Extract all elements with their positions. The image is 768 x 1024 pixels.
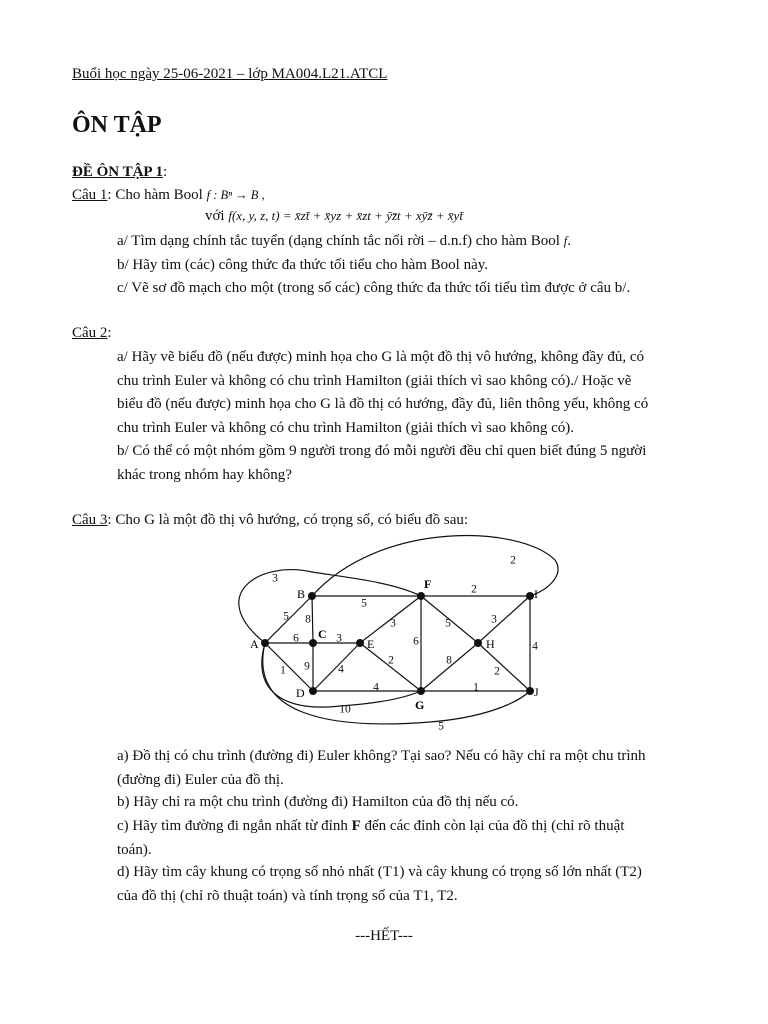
edge-weight-f-i: 2 [471, 583, 477, 596]
question-1-part-c: c/ Vẽ sơ đồ mạch cho một (trong số các) công thức đa thức tối tiểu tìm được ở câu b/. [117, 280, 631, 296]
edge-weight-a-f: 3 [272, 572, 278, 585]
question-3-part-b: b) Hãy chỉ ra một chu trình (đường đi) Hamilton của đồ thị nếu có. [117, 794, 519, 810]
edge-d-e [313, 643, 360, 691]
edge-weight-e-g: 2 [388, 654, 394, 667]
question-2-part-a: a/ Hãy vẽ biểu đồ (nếu được) minh họa cho G là một đồ thị vô hướng, không đầy đủ, có chu trình Euler và không có chu trình Hamilton (giải thích vì sao không có)./ Hoặc vẽ biểu đồ (nếu được) minh họa cho G là đồ thị có hướng, đầy đủ, liên thông yếu, không có chu trình Euler và không có chu trình Hamilton (giải thích vì sao không có). [117, 349, 649, 436]
edge-weight-b-c: 8 [305, 613, 311, 626]
edge-b-i [312, 536, 558, 596]
vertex-label-h: H [486, 637, 495, 651]
edge-f-h [421, 596, 478, 643]
question-1-formula: với f(x, y, z, t) = x̄zt̄ + x̄yz + x̄zt + ȳz̄t + xȳz̄ + x̄yt̄ [205, 208, 463, 224]
vertex-f [417, 592, 425, 600]
edge-weight-g-j: 1 [473, 681, 479, 694]
edge-weight-c-d: 9 [304, 660, 310, 673]
question-2-heading: Câu 2: [72, 325, 112, 341]
question-3-label: Câu 3 [72, 512, 108, 528]
edge-weight-b-i: 2 [510, 554, 516, 567]
edge-weight-d-g: 4 [373, 681, 379, 694]
session-header: Buổi học ngày 25-06-2021 – lớp MA004.L21.ATCL [72, 66, 388, 82]
vertex-label-c: C [318, 627, 327, 641]
question-2-label: Câu 2 [72, 325, 108, 341]
edge-weight-i-j: 4 [532, 640, 538, 653]
vertex-b [308, 592, 316, 600]
edge-a-d [265, 643, 313, 691]
edge-weight-f-h: 5 [445, 617, 451, 630]
vertex-label-g: G [415, 698, 425, 712]
vertex-label-e: E [367, 637, 375, 651]
question-3-part-c: c) Hãy tìm đường đi ngắn nhất từ đỉnh F đến các đỉnh còn lại của đồ thị (chỉ rõ thuật toán). [117, 818, 625, 858]
edge-weight-h-j: 2 [494, 665, 500, 678]
vertex-label-f: F [424, 577, 432, 591]
vertex-c [309, 639, 317, 647]
edge-a-f [239, 570, 421, 643]
edge-weight-f-g: 6 [413, 635, 419, 648]
vertex-j [526, 687, 534, 695]
section-heading: ĐỀ ÔN TẬP 1: [72, 164, 168, 180]
edge-a-g [262, 643, 421, 707]
question-1-part-a: a/ Tìm dạng chính tắc tuyển (dạng chính tắc nối rời – d.n.f) cho hàm Bool f. [117, 233, 571, 249]
question-1-part-b: b/ Hãy tìm (các) công thức đa thức tối tiểu cho hàm Bool này. [117, 257, 489, 273]
edge-weight-a-c: 6 [293, 632, 299, 645]
edge-weight-h-i: 3 [491, 613, 497, 626]
question-1-intro: Câu 1: Cho hàm Bool f : Bⁿ → B , [72, 187, 265, 203]
vertex-e [356, 639, 364, 647]
vertex-label-j: J [534, 685, 539, 699]
vertex-a [261, 639, 269, 647]
edge-weight-a-d: 1 [280, 664, 286, 677]
vertex-label-d: D [296, 686, 305, 700]
edge-weight-a-b: 5 [283, 610, 289, 623]
question-2-part-b: b/ Có thể có một nhóm gồm 9 người trong đó mỗi người đều chỉ quen biết đúng 5 người khác trong nhóm hay không? [117, 443, 647, 483]
edge-b-c [312, 596, 313, 643]
page-title: ÔN TẬP [72, 112, 162, 138]
vertex-label-b: B [297, 587, 306, 601]
edge-e-g [360, 643, 421, 691]
edge-weight-e-f: 3 [390, 617, 396, 630]
vertex-h [474, 639, 482, 647]
bool-function-signature: f : Bⁿ → B , [206, 188, 265, 202]
vertex-label-a: A [250, 637, 259, 651]
edge-weight-a-g: 10 [339, 703, 351, 716]
vertex-i [526, 592, 534, 600]
edge-a-j [263, 643, 530, 724]
edge-e-f [360, 596, 421, 643]
edge-weight-d-e: 4 [338, 663, 344, 676]
edge-weight-a-j: 5 [438, 720, 444, 733]
question-3-part-d: d) Hãy tìm cây khung có trọng số nhỏ nhất (T1) và cây khung có trọng số lớn nhất (T2) của đồ thị (chỉ rõ thuật toán) và tính trọng số của T1, T2. [117, 864, 642, 904]
edge-g-h [421, 643, 478, 691]
question-1-label: Câu 1 [72, 187, 108, 203]
edge-weight-c-e: 3 [336, 632, 342, 645]
edge-weight-g-h: 8 [446, 654, 452, 667]
edge-h-j [478, 643, 530, 691]
edge-h-i [478, 596, 530, 643]
edge-weight-b-f: 5 [361, 597, 367, 610]
question-3-intro: Câu 3: Cho G là một đồ thị vô hướng, có trọng số, có biểu đồ sau: [72, 512, 469, 528]
vertex-label-i: I [534, 587, 538, 601]
end-marker: ---HẾT--- [355, 928, 413, 944]
question-3-part-a: a) Đồ thị có chu trình (đường đi) Euler không? Tại sao? Nếu có hãy chỉ ra một chu trình (đường đi) Euler của đồ thị. [117, 748, 646, 788]
vertex-d [309, 687, 317, 695]
vertex-g [417, 687, 425, 695]
edge-a-b [265, 596, 312, 643]
